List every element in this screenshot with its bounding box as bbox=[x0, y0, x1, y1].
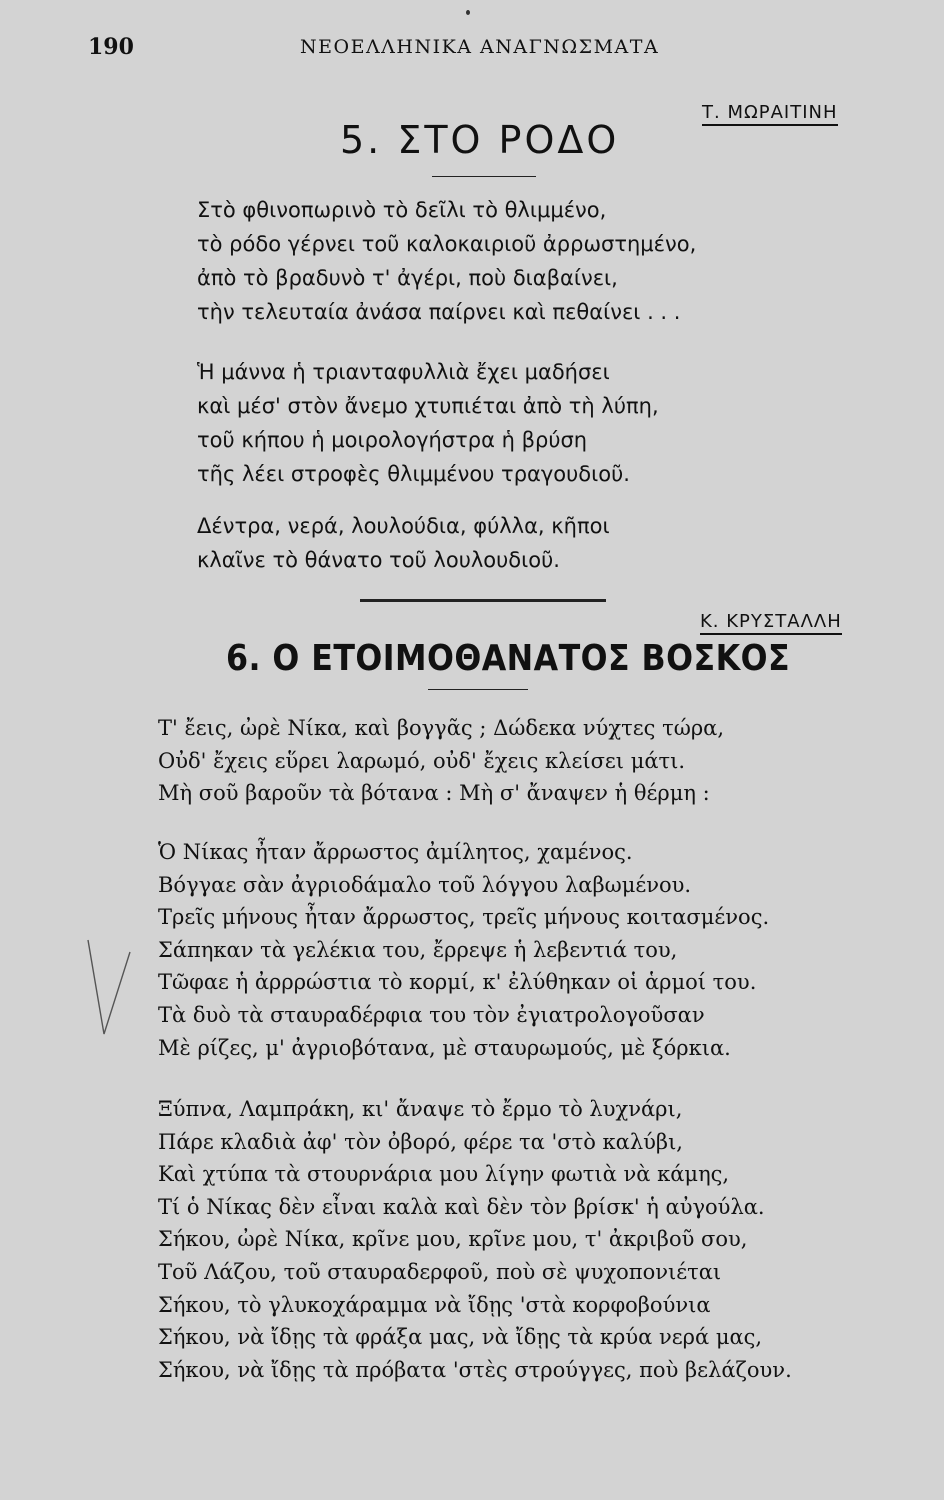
verse-line: Σήκου, νὰ ἴδῃς τὰ πρόβατα 'στὲς στρούγγες, ποὺ βελάζουν. bbox=[158, 1357, 792, 1382]
verse-line: Βόγγαε σὰν ἀγριοδάμαλο τοῦ λόγγου λαβωμένου. bbox=[158, 872, 692, 897]
section-divider bbox=[360, 599, 606, 602]
verse-line: Τοῦ Λάζου, τοῦ σταυραδερφοῦ, ποὺ σὲ ψυχοπονιέται bbox=[158, 1259, 722, 1284]
stanza bbox=[197, 355, 659, 491]
verse-line: Καὶ χτύπα τὰ στουρνάρια μου λίγην φωτιὰ νὰ κάμης, bbox=[158, 1162, 730, 1187]
stanza bbox=[158, 1093, 792, 1386]
page-number: 190 bbox=[88, 34, 134, 60]
stanza bbox=[197, 193, 696, 329]
verse-line: Τί ὁ Νίκας δὲν εἶναι καλὰ καὶ δὲν τὸν βρίσκ' ἡ αὐγούλα. bbox=[158, 1194, 765, 1219]
poem-author: Κ. ΚΡΥΣΤΑΛΛΗ bbox=[700, 611, 842, 635]
verse-line: Σάπηκαν τὰ γελέκια του, ἔρρεψε ἡ λεβεντιά του, bbox=[158, 937, 678, 962]
running-title: ΝΕΟΕΛΛΗΝΙΚΑ ΑΝΑΓΝΩΣΜΑΤΑ bbox=[300, 36, 660, 58]
verse-line: Ξύπνα, Λαμπράκη, κι' ἄναψε τὸ ἔρμο τὸ λυχνάρι, bbox=[158, 1097, 683, 1121]
poem-author: Τ. ΜΩΡΑΙΤΙΝΗ bbox=[702, 102, 838, 126]
stanza bbox=[158, 712, 724, 810]
ink-speck bbox=[466, 10, 470, 15]
verse-line: Μὴ σοῦ βαροῦν τὰ βότανα : Μὴ σ' ἄναψεν ἡ θέρμη : bbox=[158, 781, 710, 806]
verse-line: Τρεῖς μήνους ἦταν ἄρρωστος, τρεῖς μήνους κοιτασμένος. bbox=[158, 905, 770, 930]
title-rule bbox=[428, 689, 528, 690]
verse-line: Σήκου, ὠρὲ Νίκα, κρῖνε μου, κρῖνε μου, τ' ἀκριβοῦ σου, bbox=[158, 1227, 748, 1252]
verse-line: Στὸ φθινοπωρινὸ τὸ δεῖλι τὸ θλιμμένο, bbox=[197, 198, 607, 222]
verse-line: Μὲ ρίζες, μ' ἀγριοβότανα, μὲ σταυρωμούς, μὲ ξόρκια. bbox=[158, 1035, 731, 1060]
verse-line: Τ' ἔεις, ὠρὲ Νίκα, καὶ βογγᾶς ; Δώδεκα νύχτες τώρα, bbox=[158, 716, 725, 740]
stanza bbox=[197, 509, 610, 577]
pencil-mark bbox=[84, 938, 134, 1038]
verse-line: Ἡ μάννα ἡ τριανταφυλλιὰ ἔχει μαδήσει bbox=[197, 360, 610, 384]
verse-line: τοῦ κήπου ἡ μοιρολογήστρα ἡ βρύση bbox=[197, 428, 588, 452]
stanza bbox=[158, 836, 769, 1064]
poem-title: 6. Ο ΕΤΟΙΜΟΘΑΝΑΤΟΣ ΒΟΣΚΟΣ bbox=[226, 638, 791, 679]
verse-line: Πάρε κλαδιὰ ἀφ' τὸν ὀβορό, φέρε τα 'στὸ καλύβι, bbox=[158, 1129, 683, 1154]
verse-line: κλαῖνε τὸ θάνατο τοῦ λουλουδιοῦ. bbox=[197, 548, 560, 572]
poem-title: 5. ΣΤΟ ΡΟΔΟ bbox=[340, 118, 620, 162]
running-head bbox=[0, 34, 944, 64]
verse-line: καὶ μέσ' στὸν ἄνεμο χτυπιέται ἀπὸ τὴ λύπη, bbox=[197, 394, 659, 418]
verse-line: Οὐδ' ἔχεις εὕρει λαρωμό, οὐδ' ἔχεις κλείσει μάτι. bbox=[158, 748, 686, 773]
title-rule bbox=[432, 176, 536, 177]
verse-line: Δέντρα, νερά, λουλούδια, φύλλα, κῆποι bbox=[197, 514, 610, 538]
verse-line: Ὁ Νίκας ἦταν ἄρρωστος ἀμίλητος, χαμένος. bbox=[158, 840, 633, 864]
verse-line: τὸ ρόδο γέρνει τοῦ καλοκαιριοῦ ἀρρωστημένο, bbox=[197, 232, 697, 256]
verse-line: ἀπὸ τὸ βραδυνὸ τ' ἀγέρι, ποὺ διαβαίνει, bbox=[197, 266, 618, 290]
verse-line: Σήκου, νὰ ἴδῃς τὰ φράξα μας, νὰ ἴδῃς τὰ κρύα νερά μας, bbox=[158, 1325, 763, 1350]
verse-line: Τὰ δυὸ τὰ σταυραδέρφια του τὸν ἐγιατρολογοῦσαν bbox=[158, 1002, 705, 1027]
verse-line: τὴν τελευταία ἀνάσα παίρνει καὶ πεθαίνει . . . bbox=[197, 300, 681, 324]
verse-line: Σήκου, τὸ γλυκοχάραμμα νὰ ἴδῃς 'στὰ κορφοβούνια bbox=[158, 1292, 711, 1317]
verse-line: τῆς λέει στροφὲς θλιμμένου τραγουδιοῦ. bbox=[197, 462, 630, 486]
verse-line: Τῶφαε ἡ ἀρρρώστια τὸ κορμί, κ' ἐλύθηκαν οἱ ἁρμοί του. bbox=[158, 970, 757, 995]
